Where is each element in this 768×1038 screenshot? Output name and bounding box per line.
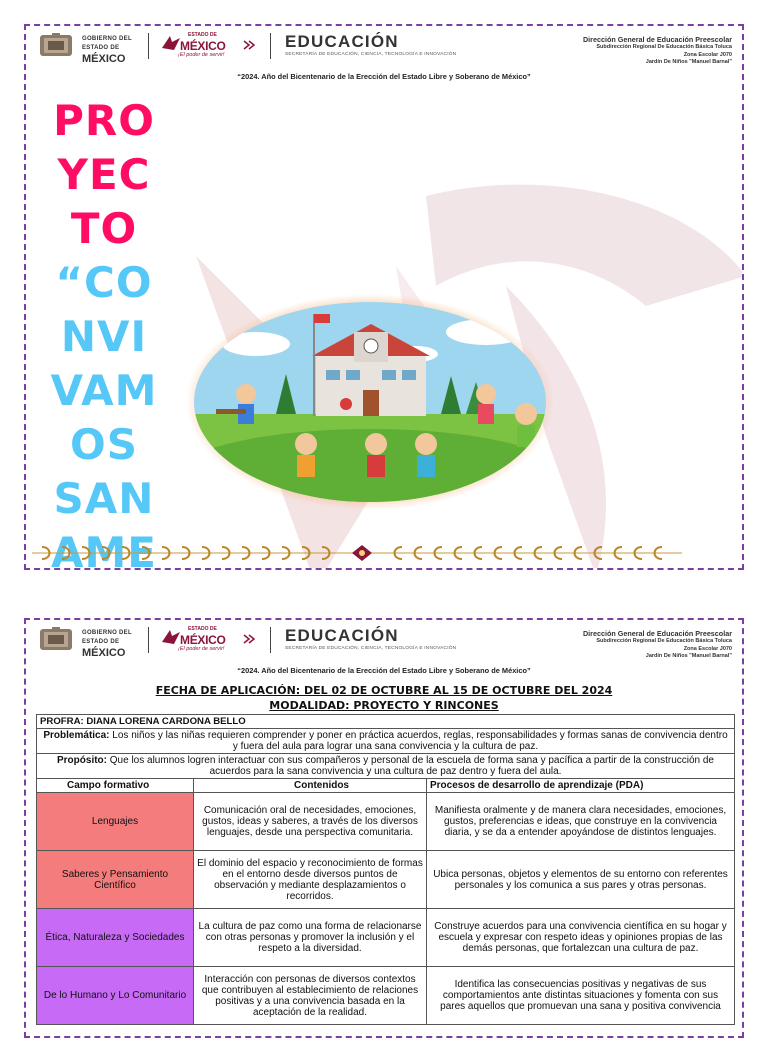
- table-row: [37, 729, 735, 754]
- table-row: [37, 909, 735, 967]
- subtitle-line: “CO: [55, 258, 153, 307]
- direccion-label: Dirección General de Educación Preescolar: [582, 35, 732, 44]
- proposito-cell: [37, 754, 735, 779]
- school-info: [583, 629, 732, 661]
- educacion-subtitle: SECRETARÍA DE EDUCACIÓN, CIENCIA, TECNOLOGÍA E INNOVACIÓN: [285, 52, 457, 57]
- subtitle-line: SAN: [53, 474, 155, 523]
- pda-cell: Ubica personas, objetos y elementos de su entorno con referentes personales y los comunica a sus pares y otras personas.: [427, 851, 735, 909]
- estado-mexico-logo: [158, 30, 258, 62]
- teacher-name: PROFRA: DIANA LORENA CARDONA BELLO: [37, 715, 735, 729]
- pda-cell: Manifiesta oralmente y de manera clara necesidades, emociones, gustos, preferencias e ideas, que construye en la convivencia diaria, y se da a entender apoyándose de distintos lenguajes.: [427, 793, 735, 851]
- contenido-cell: Interacción con personas de diversos contextos que contribuyen al establecimiento de relaciones positivas y a una convivencia basada en la aceptación de la realidad.: [194, 967, 427, 1025]
- estado-label: ESTADO DE: [188, 32, 217, 38]
- table-header-row: [37, 779, 735, 793]
- proposito-label: Propósito:: [57, 755, 107, 766]
- column-header-pda: Procesos de desarrollo de aprendizaje (PDA): [427, 779, 735, 793]
- year-motto: “2024. Año del Bicentenario de la Erección del Estado Libre y Soberano de México”: [237, 72, 531, 81]
- campo-cell: Lenguajes: [37, 793, 194, 851]
- subtitle-line: VAM: [50, 366, 158, 415]
- jardin-label: Jardín De Niños "Manuel Barnal": [645, 59, 732, 65]
- table-row: [37, 715, 735, 729]
- page-header: [26, 26, 742, 74]
- educacion-logo: EDUCACIÓN: [285, 32, 399, 51]
- application-dates: FECHA DE APLICACIÓN: DEL 02 DE OCTUBRE AL 15 DE OCTUBRE DEL 2024: [155, 684, 613, 697]
- column-header-contenidos: Contenidos: [194, 779, 427, 793]
- gov-line-3: MÉXICO: [82, 647, 126, 659]
- contenido-cell: Comunicación oral de necesidades, emociones, gustos, ideas y saberes, a través de los diversos lenguajes, desde una perspectiva comunitaria.: [194, 793, 427, 851]
- title-line: PRO: [53, 96, 155, 145]
- subdireccion-label: Subdirección Regional De Educación Básica Toluca: [596, 638, 732, 644]
- state-shield-icon: [39, 32, 73, 58]
- title-line: TO: [70, 204, 138, 253]
- problematica-cell: [37, 729, 735, 754]
- zona-label: Zona Escolar J070: [683, 645, 732, 652]
- chevron-ornament-icon: [242, 634, 256, 644]
- gov-line-1: GOBIERNO DEL: [82, 630, 132, 636]
- problematica-label: Problemática:: [43, 730, 110, 741]
- estado-mexico-logo: [158, 624, 258, 656]
- campo-cell: De lo Humano y Lo Comunitario: [37, 967, 194, 1025]
- table-row: [37, 967, 735, 1025]
- mexico-emblem-icon: [160, 628, 182, 646]
- jardin-label: Jardín De Niños "Manuel Barnal": [645, 653, 732, 659]
- zona-label: Zona Escolar J070: [683, 51, 732, 58]
- page-header: [26, 620, 742, 668]
- lema-label: ¡El poder de servir!: [178, 646, 225, 652]
- title-line: YEC: [57, 150, 151, 199]
- modality-label: MODALIDAD: PROYECTO Y RINCONES: [269, 699, 499, 712]
- table-row: [37, 851, 735, 909]
- contenido-cell: El dominio del espacio y reconocimiento de formas en el entorno desde diversos puntos de observación y mediante desplazamientos o recorridos.: [194, 851, 427, 909]
- chevron-ornament-icon: [242, 40, 256, 50]
- estado-label: ESTADO DE: [188, 626, 217, 632]
- school-info: [583, 35, 732, 67]
- divider: [148, 33, 149, 59]
- problematica-text: Los niños y las niñas requieren comprender y poner en práctica acuerdos, reglas, responsabilidades y formas sanas de convivencia dentro y fuera del aula para lograr una sana convivencia y la cultura de paz.: [109, 730, 728, 752]
- pda-cell: Construye acuerdos para una convivencia científica en su hogar y escuela y expresar con respeto ideas y opiniones propias de las demás personas, que fortalezcan una cultura de paz.: [427, 909, 735, 967]
- contenido-cell: La cultura de paz como una forma de relacionarse con otras personas y promover la inclusión y el respeto a la diversidad.: [194, 909, 427, 967]
- mexico-emblem-icon: [160, 34, 182, 52]
- pda-cell: Identifica las consecuencias positivas y negativas de sus comportamientos ante distintas situaciones y fomenta con sus pares aquellos que promuevan una sana y positiva convivencia: [427, 967, 735, 1025]
- campo-cell: Saberes y Pensamiento Científico: [37, 851, 194, 909]
- mexico-label: MÉXICO: [180, 633, 226, 647]
- gov-line-3: MÉXICO: [82, 53, 126, 65]
- lema-label: ¡El poder de servir!: [178, 52, 225, 58]
- planning-table: [36, 714, 735, 1025]
- subdireccion-label: Subdirección Regional De Educación Básica Toluca: [596, 44, 732, 50]
- table-row: [37, 754, 735, 779]
- project-title: [26, 94, 182, 570]
- mexico-label: MÉXICO: [180, 39, 226, 53]
- table-row: [37, 793, 735, 851]
- planning-page: [24, 618, 744, 1038]
- proposito-text: Que los alumnos logren interactuar con sus compañeros y personal de la escuela de forma sana y pacífica a partir de la construcción de acuerdos para la sana convivencia y una cultura de paz dentro y fuera del aula.: [107, 755, 714, 777]
- state-shield-icon: [39, 626, 73, 652]
- educacion-subtitle: SECRETARÍA DE EDUCACIÓN, CIENCIA, TECNOLOGÍA E INNOVACIÓN: [285, 646, 457, 651]
- gov-line-2: ESTADO DE: [82, 45, 120, 51]
- gov-line-2: ESTADO DE: [82, 639, 120, 645]
- school-playground-illustration: [186, 294, 554, 510]
- direccion-label: Dirección General de Educación Preescolar: [582, 629, 732, 638]
- divider: [270, 33, 271, 59]
- cover-page: [24, 24, 744, 570]
- column-header-campo: Campo formativo: [37, 779, 194, 793]
- educacion-logo: EDUCACIÓN: [285, 626, 399, 645]
- gov-line-1: GOBIERNO DEL: [82, 36, 132, 42]
- subtitle-line: AME: [51, 528, 157, 570]
- decorative-border-ornament-icon: [32, 544, 682, 562]
- divider: [148, 627, 149, 653]
- divider: [270, 627, 271, 653]
- subtitle-line: NVI: [60, 312, 148, 361]
- year-motto: “2024. Año del Bicentenario de la Erección del Estado Libre y Soberano de México”: [237, 666, 531, 675]
- gov-logo-text: [82, 629, 132, 659]
- subtitle-line: OS: [70, 420, 138, 469]
- gov-logo-text: [82, 35, 132, 65]
- campo-cell: Ética, Naturaleza y Sociedades: [37, 909, 194, 967]
